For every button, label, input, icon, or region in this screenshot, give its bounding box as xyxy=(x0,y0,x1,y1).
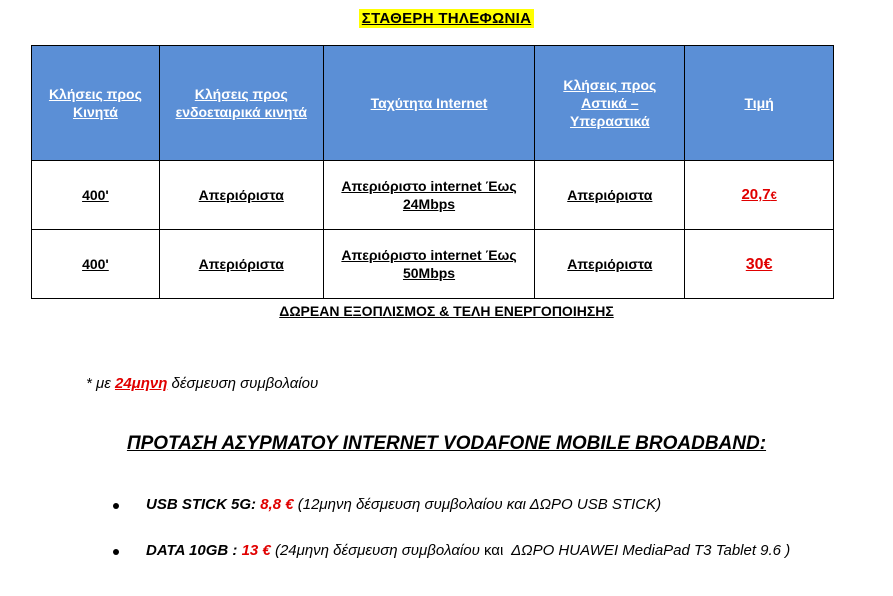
bullet-icon xyxy=(113,549,119,555)
table-row xyxy=(32,230,834,299)
header-landline: Κλήσεις προς Αστικά – Υπεραστικά xyxy=(535,46,685,161)
price-currency: € xyxy=(770,190,777,202)
cell-landline: Απεριόριστα xyxy=(535,161,685,230)
plans-table xyxy=(31,45,834,299)
offer-details-a: (24μηνη δέσμευση συμβολαίου xyxy=(274,542,480,559)
offer-details: (12μηνη δέσμευση συμβολαίου και ΔΩΡΟ USB STICK) xyxy=(297,496,662,513)
cell-price xyxy=(685,161,834,230)
cell-price xyxy=(685,230,834,299)
cell-internet: Απεριόριστο internet Έως 24Mbps xyxy=(323,161,535,230)
offer-name: DATA 10GB : xyxy=(146,542,238,559)
header-price: Τιμή xyxy=(685,46,834,161)
price-value: 30€ xyxy=(745,255,773,273)
cell-mobile: 400' xyxy=(32,161,160,230)
header-intra: Κλήσεις προς ενδοεταιρικά κινητά xyxy=(159,46,323,161)
offer-price: 13 € xyxy=(241,542,271,559)
cell-internet: Απεριόριστο internet Έως 50Mbps xyxy=(323,230,535,299)
offer-details-c: ΔΩΡΟ HUAWEI MediaPad T3 Tablet 9.6 ) xyxy=(511,542,791,559)
table-header-row xyxy=(32,46,834,161)
header-mobile: Κλήσεις προς Κινητά xyxy=(32,46,160,161)
page-title: ΣΤΑΘΕΡΗ ΤΗΛΕΦΩΝΙΑ xyxy=(359,9,534,28)
offer-details-b: και xyxy=(483,542,504,559)
contract-term-note xyxy=(86,375,318,392)
offer-text xyxy=(146,495,826,515)
table-row xyxy=(32,161,834,230)
term-highlight: 24μηνη xyxy=(114,375,168,392)
bullet-icon xyxy=(113,503,119,509)
broadband-heading: ΠΡΟΤΑΣΗ ΑΣΥΡΜΑΤΟΥ INTERNET VODAFONE MOBILE BROADBAND: xyxy=(126,433,767,454)
term-suffix: δέσμευση συμβολαίου xyxy=(167,375,319,392)
offer-price: 8,8 € xyxy=(260,496,294,513)
header-internet: Ταχύτητα Internet xyxy=(323,46,535,161)
cell-mobile: 400' xyxy=(32,230,160,299)
cell-intra: Απεριόριστα xyxy=(159,161,323,230)
cell-landline: Απεριόριστα xyxy=(535,230,685,299)
title-wrap xyxy=(0,9,893,28)
cell-intra: Απεριόριστα xyxy=(159,230,323,299)
offer-name: USB STICK 5G: xyxy=(146,496,257,513)
free-equipment-note: ΔΩΡΕΑΝ ΕΞΟΠΛΙΣΜΟΣ & ΤΕΛΗ ΕΝΕΡΓΟΠΟΙΗΣΗΣ xyxy=(279,303,614,319)
price-value: 20,7 xyxy=(741,186,771,203)
offer-text xyxy=(146,541,826,561)
term-prefix: * με xyxy=(86,375,115,392)
